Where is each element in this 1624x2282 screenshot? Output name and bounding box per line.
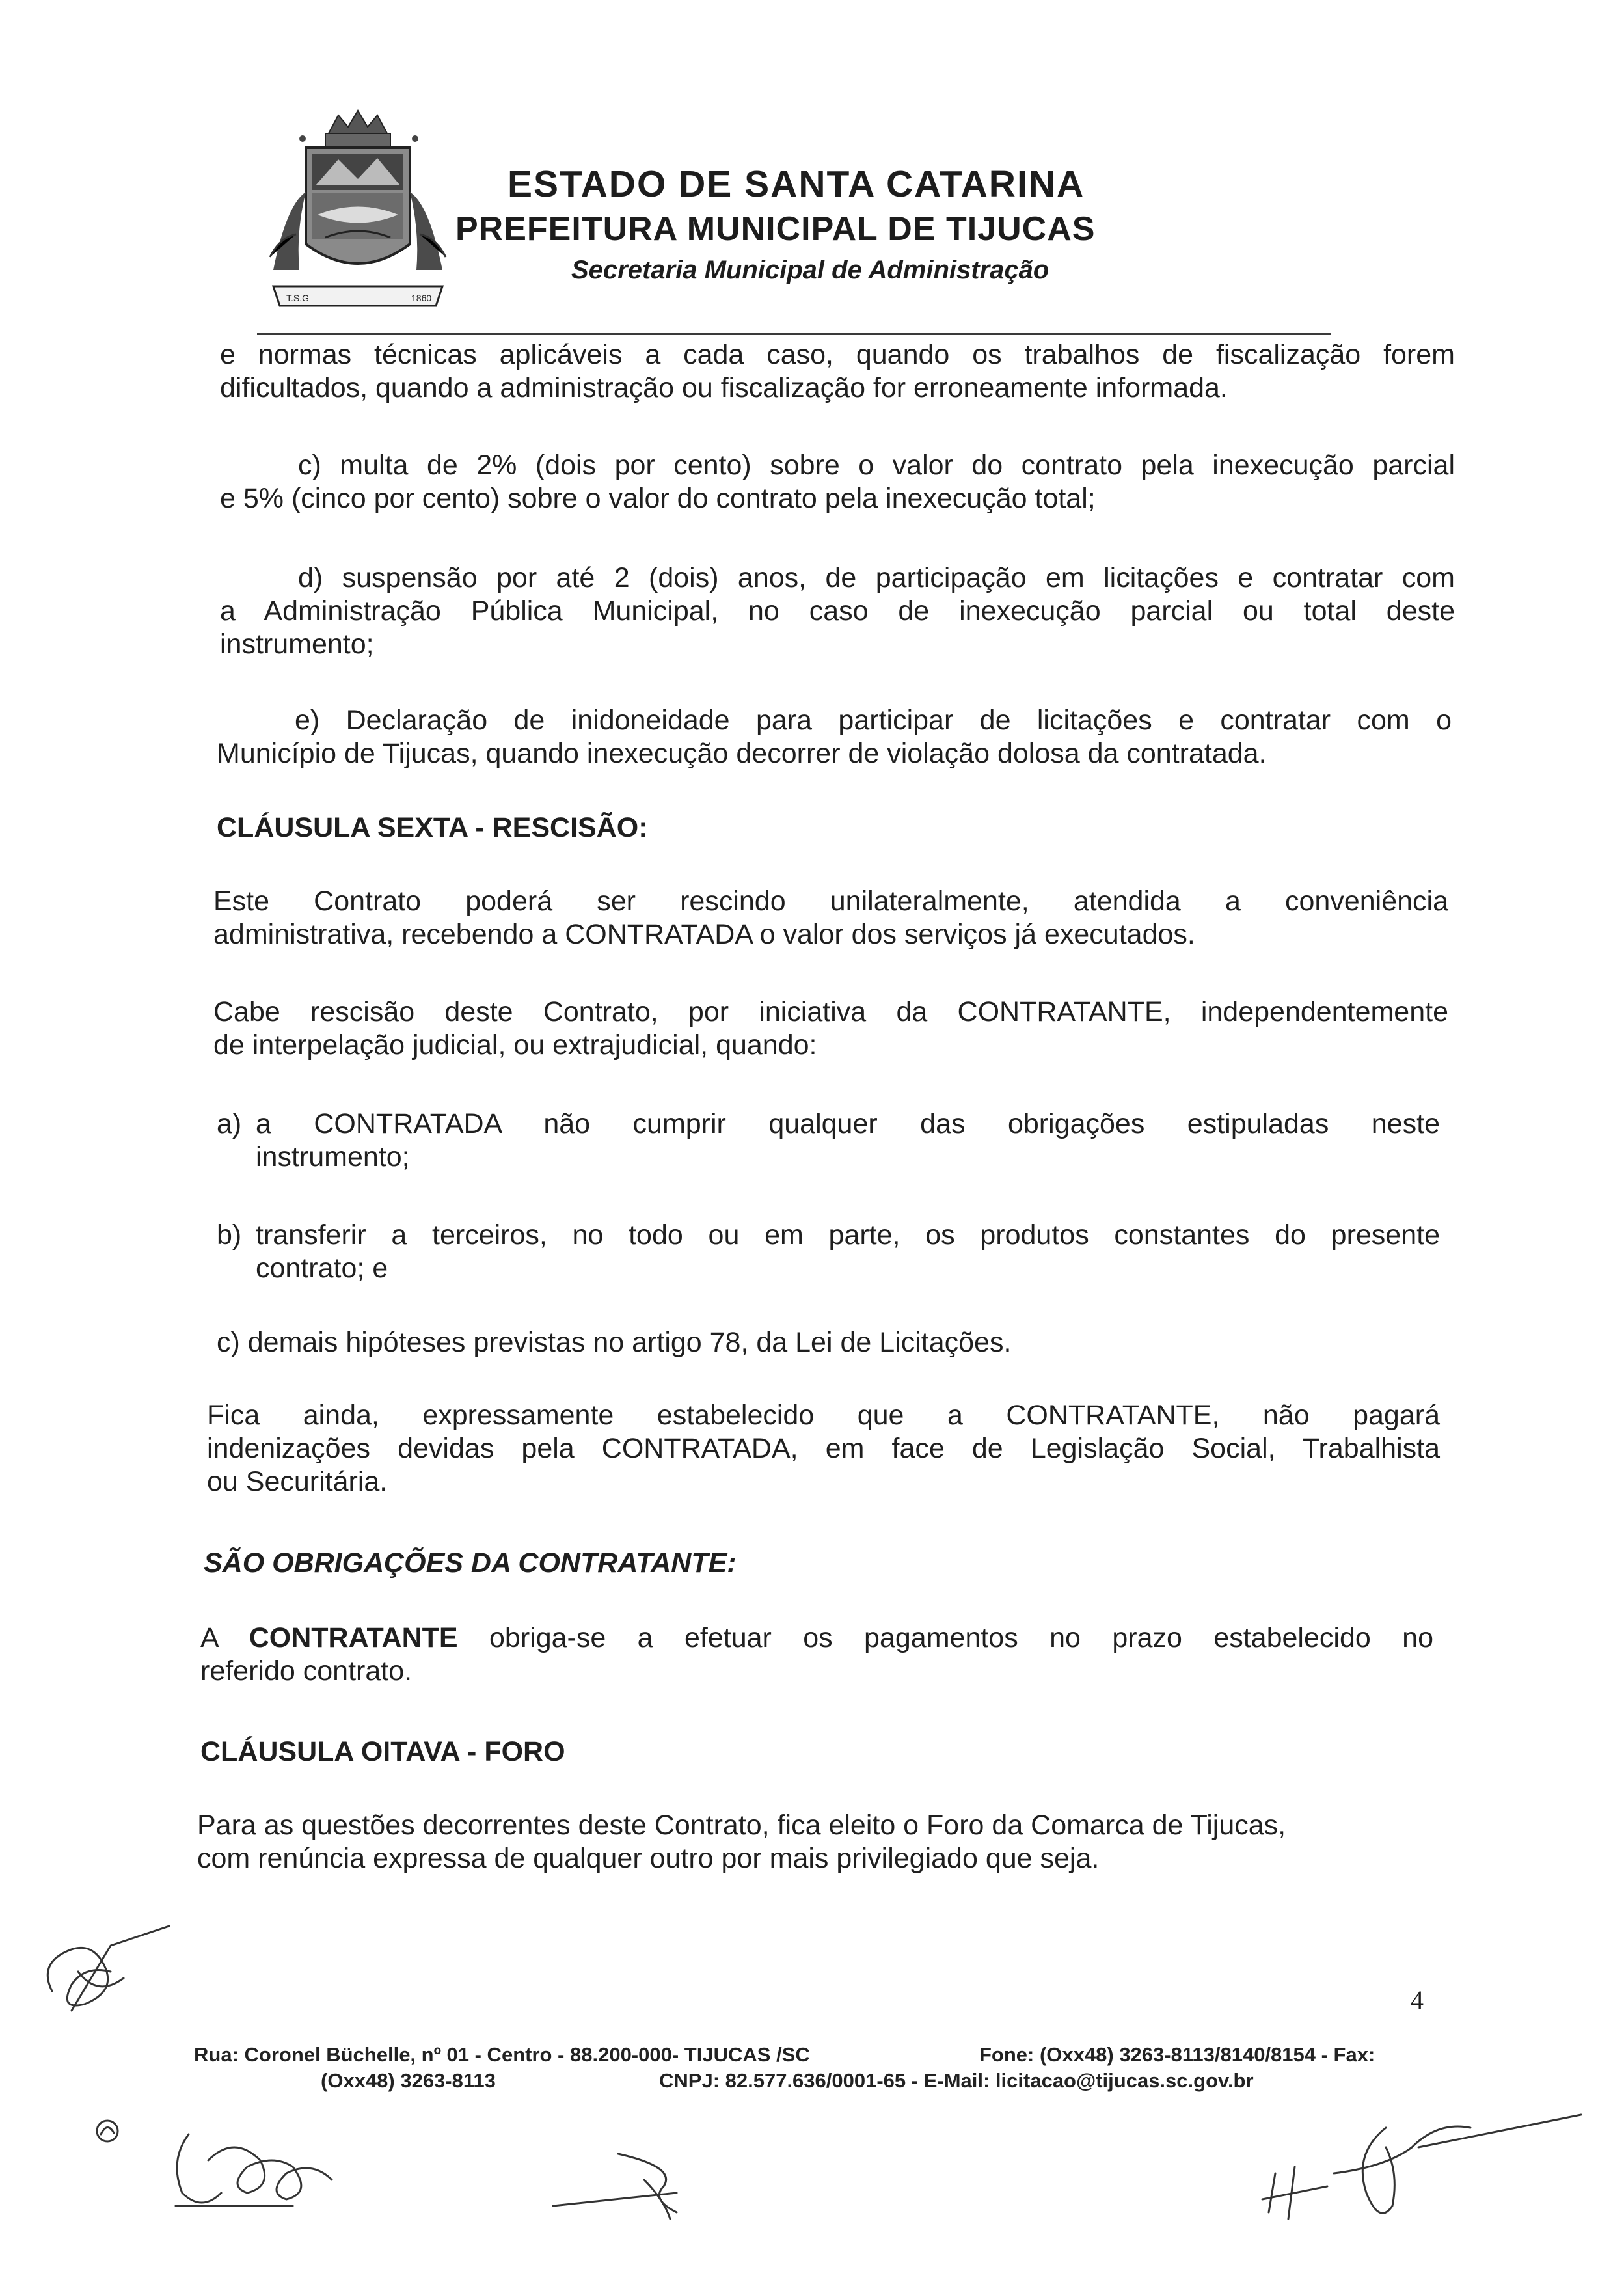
- paragraph-item-d-suspensao: d) suspensão por até 2 (dois) anos, de participação em licitações e contratar com a Administração Pública Municipal, no caso de inexecução parcial ou total deste instrumento;: [220, 562, 1455, 660]
- clausula-oitava-title: CLÁUSULA OITAVA - FORO: [200, 1736, 565, 1767]
- paragraph-fica-ainda: Fica ainda, expressamente estabelecido que a CONTRATANTE, não pagará indenizações devidas pela CONTRATADA, em face de Legislação Social, Trabalhista ou Securitária.: [207, 1400, 1440, 1497]
- list-item-b: b) transferir a terceiros, no todo ou em parte, os produtos constantes do presente contrato; e: [217, 1219, 1440, 1284]
- footer-fax-number: (Oxx48) 3263-8113: [321, 2069, 496, 2092]
- page-number: 4: [1411, 1985, 1424, 2015]
- footer-address: Rua: Coronel Büchelle, nº 01 - Centro - 88.200-000- TIJUCAS /SC: [194, 2043, 810, 2066]
- rubric-signature-bottom-left: [163, 2108, 371, 2219]
- header-secretaria: Secretaria Municipal de Administração: [571, 256, 1049, 284]
- header-divider: [257, 333, 1331, 335]
- municipal-coat-of-arms: [260, 107, 455, 322]
- list-item-a: a) a CONTRATADA não cumprir qualquer das obrigações estipuladas neste instrumento;: [217, 1108, 1440, 1173]
- paragraph-item-e-declaracao: e) Declaração de inidoneidade para participar de licitações e contratar com o Município de Tijucas, quando inexecução decorrer de violação dolosa da contratada.: [217, 705, 1452, 769]
- header-prefeitura: PREFEITURA MUNICIPAL DE TIJUCAS: [455, 210, 1096, 248]
- rubric-small-circle: [85, 2108, 130, 2154]
- footer-phone: Fone: (Oxx48) 3263-8113/8140/8154 - Fax:: [979, 2043, 1375, 2066]
- list-item-c: c) demais hipóteses previstas no artigo 78, da Lei de Licitações.: [217, 1327, 1012, 1358]
- paragraph-obrigacoes: A CONTRATANTE obriga-se a efetuar os pagamentos no prazo estabelecido no referido contrato.: [200, 1622, 1433, 1687]
- obrigacoes-title: SÃO OBRIGAÇÕES DA CONTRATANTE:: [204, 1547, 737, 1579]
- header-state: ESTADO DE SANTA CATARINA: [508, 163, 1085, 205]
- rubric-signature-bottom-right: [1256, 2095, 1594, 2238]
- paragraph-rescisao-unilateral: Este Contrato poderá ser rescindo unilateralmente, atendida a conveniência administrativa, recebendo a CONTRATADA o valor dos serviços já executados.: [213, 886, 1448, 950]
- paragraph-normas: e normas técnicas aplicáveis a cada caso, quando os trabalhos de fiscalização forem dificultados, quando a administração ou fiscalização for erroneamente informada.: [220, 339, 1455, 403]
- paragraph-item-c-multa: c) multa de 2% (dois por cento) sobre o valor do contrato pela inexecução parcial e 5% (cinco por cento) sobre o valor do contrato pela inexecução total;: [220, 450, 1455, 514]
- rubric-signature-top-left: [33, 1913, 182, 2043]
- paragraph-rescisao-iniciativa: Cabe rescisão deste Contrato, por iniciativa da CONTRATANTE, independentemente de interpelação judicial, ou extrajudicial, quando:: [213, 996, 1448, 1061]
- svg-text:T.S.G: T.S.G: [286, 293, 310, 303]
- rubric-signature-bottom-center: [547, 2141, 716, 2225]
- svg-text:1860: 1860: [411, 293, 432, 303]
- paragraph-foro: Para as questões decorrentes deste Contrato, fica eleito o Foro da Comarca de Tijucas, com renúncia expressa de qualquer outro por mais privilegiado que seja.: [197, 1810, 1286, 1874]
- clausula-sexta-title: CLÁUSULA SEXTA - RESCISÃO:: [217, 812, 648, 843]
- footer-cnpj-email: CNPJ: 82.577.636/0001-65 - E-Mail: licitacao@tijucas.sc.gov.br: [659, 2069, 1254, 2092]
